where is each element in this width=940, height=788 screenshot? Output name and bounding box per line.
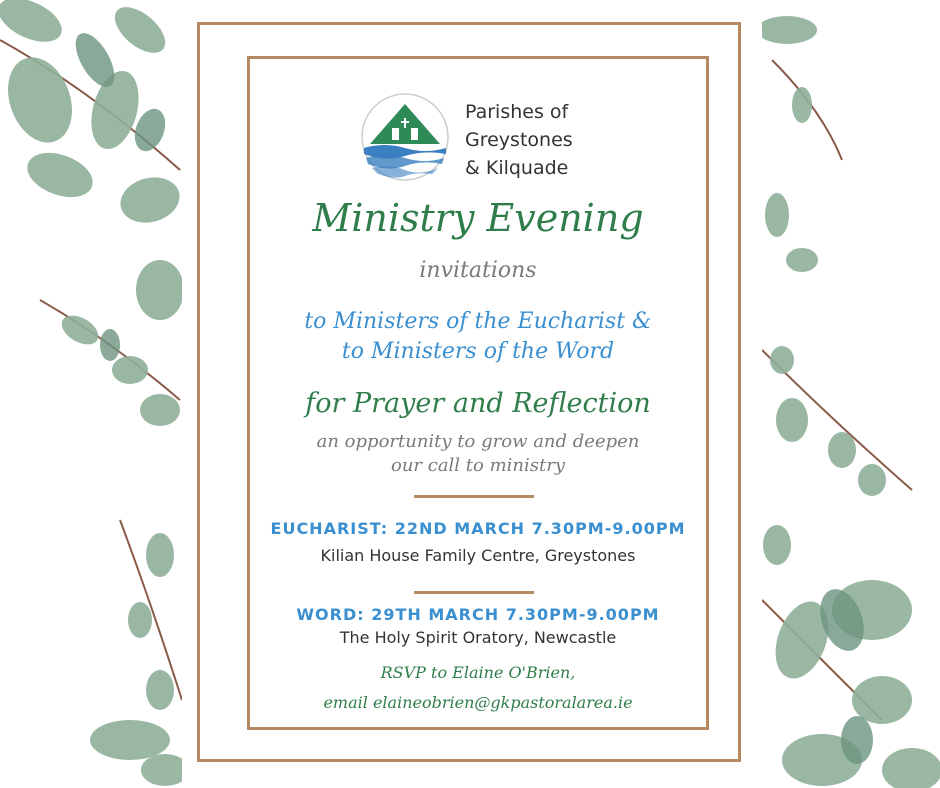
invitations-subtitle: invitations bbox=[419, 258, 537, 283]
description-line-2: our call to ministry bbox=[390, 455, 565, 476]
divider-2 bbox=[414, 591, 534, 594]
word-event-heading: WORD: 29TH MARCH 7.30PM-9.00PM bbox=[296, 605, 660, 624]
right-eucalyptus-decoration bbox=[762, 0, 940, 788]
eucharist-event-venue: Kilian House Family Centre, Greystones bbox=[320, 546, 636, 565]
divider-1 bbox=[414, 495, 534, 498]
recipients-line-1: to Ministers of the Eucharist & bbox=[304, 309, 652, 334]
description-line-1: an opportunity to grow and deepen bbox=[316, 431, 640, 452]
logo-text bbox=[465, 98, 573, 182]
logo-line-1: Parishes of bbox=[465, 101, 569, 123]
eucharist-event-heading: EUCHARIST: 22ND MARCH 7.30PM-9.00PM bbox=[270, 519, 686, 538]
rsvp-email[interactable]: email elaineobrien@gkpastoralarea.ie bbox=[323, 693, 633, 712]
event-title: Ministry Evening bbox=[312, 196, 644, 240]
logo-line-3: & Kilquade bbox=[465, 157, 569, 179]
rsvp-line-1: RSVP to Elaine O'Brien, bbox=[380, 663, 576, 682]
logo-line-2: Greystones bbox=[465, 129, 573, 151]
left-eucalyptus-decoration bbox=[0, 0, 182, 788]
word-event-venue: The Holy Spirit Oratory, Newcastle bbox=[339, 628, 617, 647]
parish-logo bbox=[360, 92, 450, 182]
recipients-line-2: to Ministers of the Word bbox=[341, 339, 615, 364]
purpose-heading: for Prayer and Reflection bbox=[305, 388, 651, 419]
